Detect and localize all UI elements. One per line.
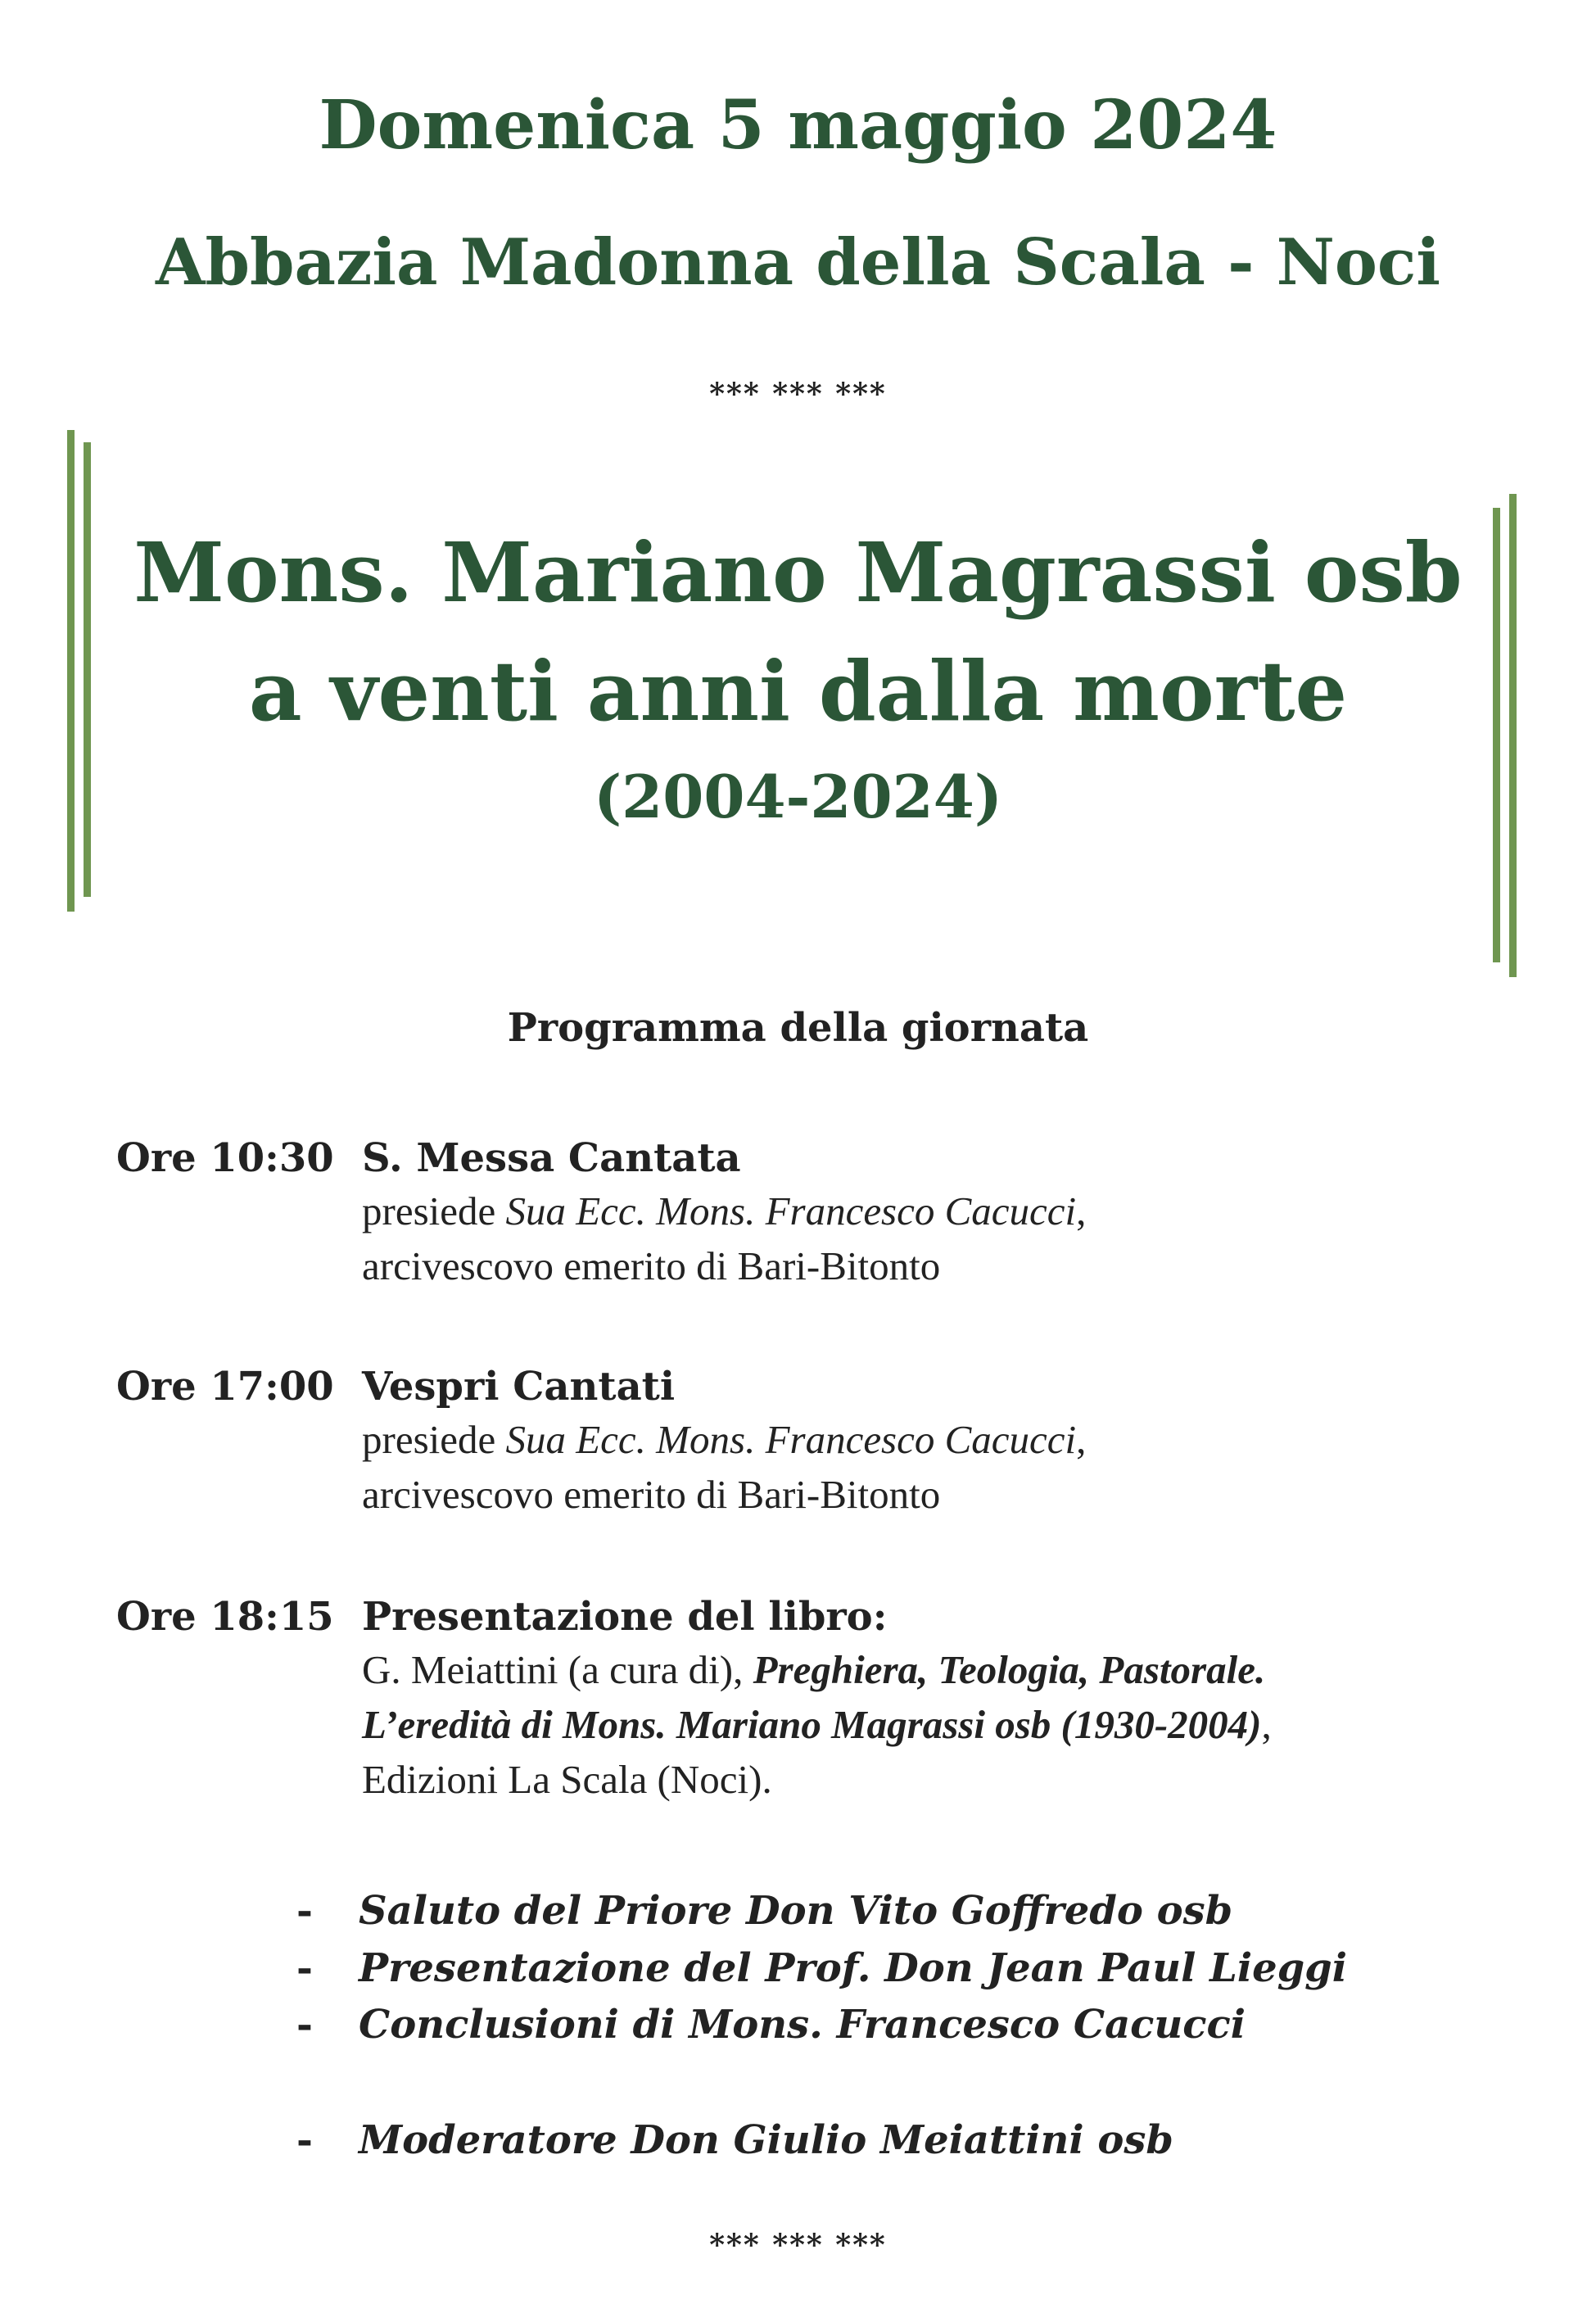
- event-presider: presiede Sua Ecc. Mons. Francesco Cacucci,: [362, 1417, 1087, 1462]
- book-citation-line-2: L’eredità di Mons. Mariano Magrassi osb (1930-2004),: [362, 1702, 1272, 1747]
- separator-top: *** *** ***: [709, 377, 887, 411]
- speaker-item: Saluto del Priore Don Vito Goffredo osb: [359, 1888, 1233, 1934]
- event-time: Ore 10:30: [116, 1135, 334, 1181]
- event-time: Ore 18:15: [116, 1594, 334, 1640]
- bullet-dash: -: [296, 1945, 313, 1991]
- event-block: [362, 1364, 1086, 1518]
- bullet-dash: -: [296, 2002, 313, 2048]
- event-block: [362, 1594, 1272, 1803]
- event-time: Ore 17:00: [116, 1364, 334, 1410]
- moderator-item: Moderatore Don Giulio Meiattini osb: [359, 2117, 1173, 2163]
- title-years: (2004-2024): [594, 762, 1002, 831]
- event-title: Presentazione del libro:: [362, 1594, 888, 1640]
- title-line-1: Mons. Mariano Magrassi osb: [133, 524, 1463, 621]
- bullet-dash: -: [296, 1888, 313, 1934]
- event-title: S. Messa Cantata: [362, 1135, 741, 1181]
- speaker-item: Presentazione del Prof. Don Jean Paul Lieggi: [359, 1945, 1347, 1991]
- program-heading: Programma della giornata: [507, 1005, 1089, 1051]
- event-presider-role: arcivescovo emerito di Bari-Bitonto: [362, 1243, 941, 1288]
- event-presider: presiede Sua Ecc. Mons. Francesco Cacucci,: [362, 1188, 1087, 1233]
- event-date: Domenica 5 maggio 2024: [319, 86, 1277, 165]
- separator-bottom: *** *** ***: [709, 2228, 887, 2262]
- book-citation-line-1: G. Meiattini (a cura di), Preghiera, Teologia, Pastorale.: [362, 1647, 1266, 1692]
- bullet-dash: -: [296, 2117, 313, 2163]
- speaker-item: Conclusioni di Mons. Francesco Cacucci: [359, 2002, 1246, 2048]
- event-block: [362, 1135, 1086, 1289]
- book-publisher: Edizioni La Scala (Noci).: [362, 1757, 772, 1802]
- event-presider-role: arcivescovo emerito di Bari-Bitonto: [362, 1472, 941, 1517]
- title-line-2: a venti anni dalla morte: [248, 643, 1348, 740]
- event-location: Abbazia Madonna della Scala - Noci: [155, 225, 1441, 300]
- event-title: Vespri Cantati: [362, 1364, 676, 1410]
